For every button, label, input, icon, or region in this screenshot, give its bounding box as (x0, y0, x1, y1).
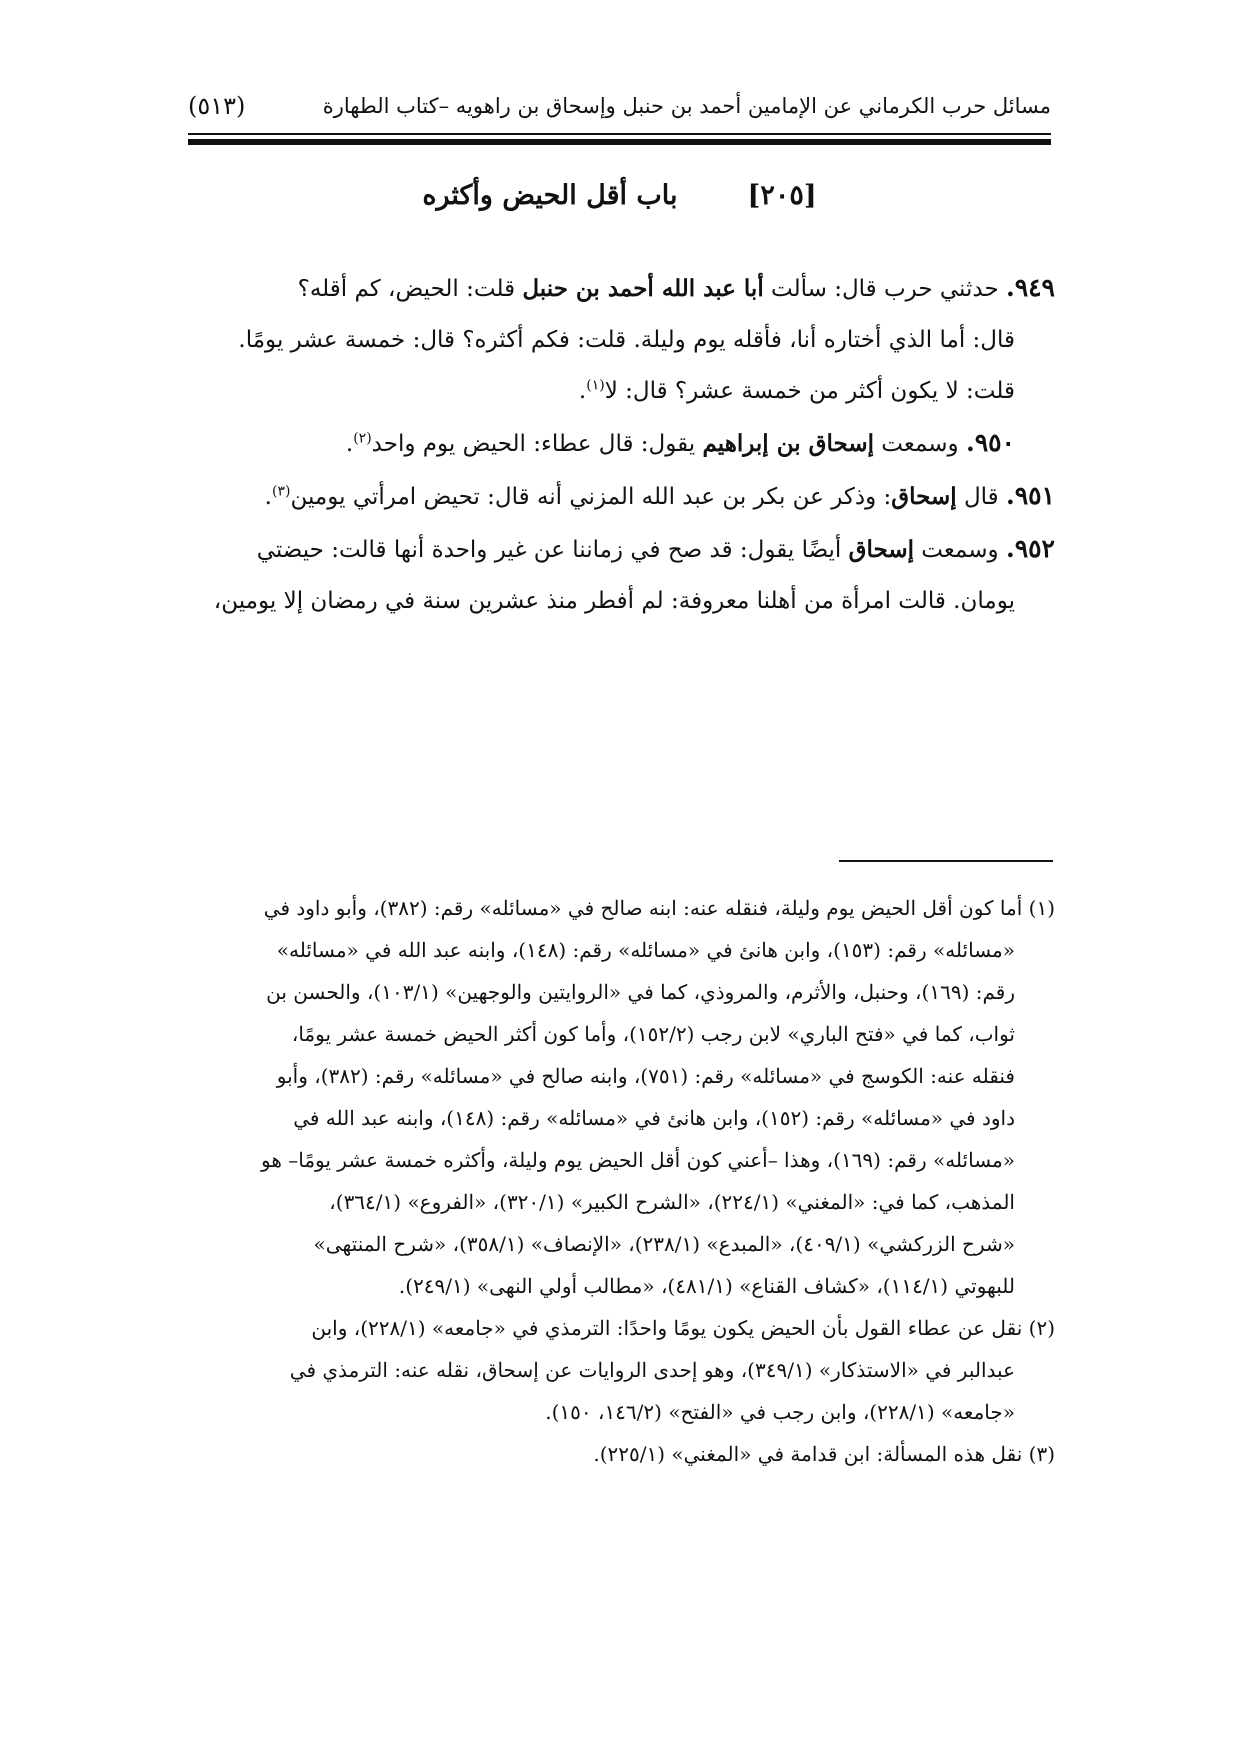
footnote-1-line: للبهوتي (١١٤/١)، «كشاف القناع» (٤٨١/١)، «مطالب أولي النهى» (٢٤٩/١). (398, 1274, 1015, 1298)
narrator-name: إسحاق بن إبراهيم (702, 430, 874, 457)
text-run: وسمعت (914, 537, 1006, 563)
text-run: : وذكر عن بكر بن عبد الله المزني أنه قال: تحيض امرأتي يومين (290, 484, 892, 510)
issue-952-line: يومان. قالت امرأة من أهلنا معروفة: لم أفطر منذ عشرين سنة في رمضان إلا يومين، (213, 588, 1015, 614)
issue-number: ٩٥٢. (1005, 534, 1055, 563)
footnotes (186, 887, 1055, 1475)
main-text (186, 262, 1055, 627)
text-run: قلت: الحيض، كم أقله؟ (297, 276, 523, 302)
issue-949 (186, 262, 1055, 315)
header-rule-thick (188, 139, 1051, 145)
issue-number: ٩٥١. (1005, 481, 1055, 510)
issue-950 (186, 417, 1055, 470)
chapter-heading (188, 180, 1051, 211)
footnote-1-line: داود في «مسائله» رقم: (١٥٢)، وابن هانئ في «مسائله» رقم: (١٤٨)، وابنه عبد الله في (293, 1106, 1015, 1130)
footnote-3-line: (٣) نقل هذه المسألة: ابن قدامة في «المغني» (٢٢٥/١). (593, 1442, 1055, 1466)
narrator-name: أبا عبد الله أحمد بن حنبل (522, 275, 764, 302)
text-run: قال (956, 484, 1006, 510)
narrator-name: إسحاق (891, 483, 957, 510)
footnote-1-line: «مسائله» رقم: (١٥٣)، وابن هانئ في «مسائله» رقم: (١٤٨)، وابنه عبد الله في «مسائله» (276, 938, 1015, 962)
issue-952 (186, 523, 1055, 576)
footnote-2-line: «جامعه» (٢٢٨/١)، وابن رجب في «الفتح» (١٤٦/٢، ١٥٠). (545, 1400, 1015, 1424)
text-run: حدثني حرب قال: سألت (763, 276, 1006, 302)
issue-949-line: قال: أما الذي أختاره أنا، فأقله يوم وليلة. قلت: فكم أكثره؟ قال: خمسة عشر يومًا. (238, 327, 1015, 353)
footnote-1-line: «شرح الزركشي» (٤٠٩/١)، «المبدع» (٢٣٨/١)، «الإنصاف» (٣٥٨/١)، «شرح المنتهى» (313, 1232, 1015, 1256)
footnote-ref[interactable]: (١) (586, 377, 605, 394)
text-run: يقول: قال عطاء: الحيض يوم واحد (371, 431, 703, 457)
footnote-1-line: ثواب، كما في «فتح الباري» لابن رجب (١٥٢/٢)، وأما كون أكثر الحيض خمسة عشر يومًا، (291, 1022, 1015, 1046)
narrator-name: إسحاق (848, 536, 914, 563)
chapter-number: [٢٠٥] (747, 180, 817, 211)
footnote-1-line: رقم: (١٦٩)، وحنبل، والأثرم، والمروذي، كما في «الروايتين والوجهين» (١٠٣/١)، والحسن بن (266, 980, 1015, 1004)
text-run: وسمعت (874, 431, 966, 457)
issue-number: ٩٥٠. (965, 428, 1015, 457)
footnote-1-line: فنقله عنه: الكوسج في «مسائله» رقم: (٧٥١)، وابنه صالح في «مسائله» رقم: (٣٨٢)، وأبو (276, 1064, 1015, 1088)
footnote-2-line: (٢) نقل عن عطاء القول بأن الحيض يكون يومًا واحدًا: الترمذي في «جامعه» (٢٢٨/١)، وابن (311, 1316, 1055, 1340)
running-header-title: مسائل حرب الكرماني عن الإمامين أحمد بن حنبل وإسحاق بن راهويه –كتاب الطهارة (322, 94, 1051, 118)
footnote-1-line: المذهب، كما في: «المغني» (٢٢٤/١)، «الشرح الكبير» (٣٢٠/١)، «الفروع» (٣٦٤/١)، (329, 1190, 1015, 1214)
footnote-separator (839, 860, 1053, 862)
chapter-title: باب أقل الحيض وأكثره (422, 180, 678, 211)
footnote-2-line: عبدالبر في «الاستذكار» (٣٤٩/١)، وهو إحدى الروايات عن إسحاق، نقله عنه: الترمذي في (289, 1358, 1015, 1382)
running-header (188, 86, 1051, 126)
issue-number: ٩٤٩. (1005, 273, 1055, 302)
header-rule-thin (188, 133, 1051, 135)
footnote-ref[interactable]: (٢) (353, 430, 372, 447)
text-run: أيضًا يقول: قد صح في زماننا عن غير واحدة أنها قالت: حيضتي (256, 537, 849, 563)
issue-951 (186, 470, 1055, 523)
footnote-ref[interactable]: (٣) (271, 483, 291, 500)
issue-949-line (186, 366, 1055, 417)
footnote-1-line: «مسائله» رقم: (١٦٩)، وهذا –أعني كون أقل الحيض يوم وليلة، وأكثره خمسة عشر يومًا– هو (260, 1148, 1015, 1172)
footnote-1-line: (١) أما كون أقل الحيض يوم وليلة، فنقله عنه: ابنه صالح في «مسائله» رقم: (٣٨٢)، وأبو داود في (263, 896, 1055, 920)
page-number: (٥١٣) (188, 92, 246, 120)
text-run: . (345, 431, 354, 457)
text-run: . (264, 484, 272, 510)
text-run: . (578, 378, 587, 404)
text-run: قلت: لا يكون أكثر من خمسة عشر؟ قال: لا (604, 378, 1015, 404)
